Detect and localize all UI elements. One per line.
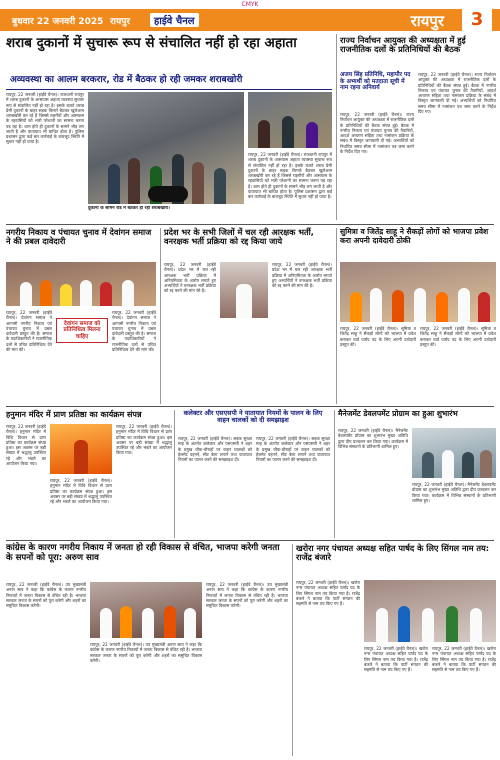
devangan-body-cont [112,310,156,402]
kharora-body [296,580,360,754]
kharora-photo [364,580,496,642]
temple-headline: हनुमान मंदिर में प्राण प्रतिष्ठा का कार्यक्रम संपन्न [6,410,142,419]
devangan-body-text: रायपुर, 22 जनवरी (हाईवे चैनल)। देवांगन समाज ने आगामी नगरीय निकाय एवं पंचायत चुनाव में प्रबल दावेदारी प्रस्तुत की है। समाज के पदाधिकारियों ने राजनीतिक दलों से उचित प्रतिनिधित्व देने की मांग की। [6,310,52,352]
lead-subhead: अव्यवस्था का आलम बरकरार, रोड में बैठकर हो रही जमकर शराबखोरी [6,72,332,90]
mdp-headline: मैनेजमेंट डेवलपमेंट प्रोग्राम का हुआ शुभारंभ [338,409,458,418]
cmyk-marker: CMYK [241,1,259,8]
lead-photo-2 [248,92,332,148]
election-subhead: अजय सिंह प्रतिनिधि, महापौर पद के अभ्यर्थी को मतदाता सूची में नाम रहना अनिवार्य [340,72,411,92]
temple-photo [50,424,112,474]
recruitment-headline: प्रदेश भर के सभी जिलों में चल रही आरक्षक भर्ती, वनरक्षक भर्ती प्रक्रिया को रद्द किया जाये [164,227,314,247]
bjp-joining-headline: सुमित्रा व जितेंद्र साहू ने सैकड़ों लोगों को भाजपा प्रवेश करा अपनी दावेदारी ठोकी [340,227,489,245]
devangan-body [6,310,52,402]
devangan-quote: देवांगन समाज को प्रतिनिधित्व मिलना चाहिए [56,318,108,343]
congress-body-cont-2-text: रायपुर, 22 जनवरी (हाईवे चैनल)। उप मुख्यमंत्री अरुण साव ने कहा कि कांग्रेस के कारण नगरीय निकायों में जनता विकास से वंचित रही है। भाजपा सरकार जनता के सपनों को पूरा करेगी और शहरों का समुचित विकास करेगी। [206,582,288,608]
temple-body [6,424,46,536]
congress-body-cont [90,642,202,754]
brand-logo: हाईवे चैनल [150,13,199,27]
temple-body-cont-2 [116,424,172,536]
kharora-body-cont-2 [432,646,496,754]
page-number: 3 [462,9,492,31]
traffic-headline: कलेक्टर और एसएसपी ने यातायात नियमों के पालन के लिए वाहन चालकों को दी समझाइश [183,409,323,425]
traffic-body-text: रायपुर, 22 जनवरी (हाईवे चैनल)। सड़क सुरक्षा माह के अंतर्गत कलेक्टर और एसएसपी ने शहर के प्रमुख चौक-चौराहों पर वाहन चालकों को हेलमेट पहनने, सीट बेल्ट लगाने तथा यातायात नियमों का पालन करने की समझाइश दी। [178,436,252,462]
edition-city: रायपुर [110,17,131,27]
mdp-body-cont [412,482,496,536]
traffic-body [178,436,252,536]
mdp-body-cont-text: रायपुर, 22 जनवरी (हाईवे चैनल)। मैनेजमेंट डेवलपमेंट प्रोग्राम का शुभारंभ मुख्य अतिथि द्वारा दीप प्रज्वलन कर किया गया। कार्यक्रम में विभिन्न संस्थानों के प्रतिभागी शामिल हुए। [412,482,496,503]
mdp-photo [412,428,496,478]
lead-photo [88,92,244,204]
devangan-body-cont-text: रायपुर, 22 जनवरी (हाईवे चैनल)। देवांगन समाज ने आगामी नगरीय निकाय एवं पंचायत चुनाव में प्रबल दावेदारी प्रस्तुत की है। समाज के पदाधिकारियों ने राजनीतिक दलों से उचित प्रतिनिधित्व देने की मांग की। [112,310,156,352]
traffic-body-cont-text: रायपुर, 22 जनवरी (हाईवे चैनल)। सड़क सुरक्षा माह के अंतर्गत कलेक्टर और एसएसपी ने शहर के प्रमुख चौक-चौराहों पर वाहन चालकों को हेलमेट पहनने, सीट बेल्ट लगाने तथा यातायात नियमों का पालन करने की समझाइश दी। [256,436,330,462]
section-title: रायपुर [410,12,444,30]
election-body-cont [418,72,496,220]
lead-body-cont-text: रायपुर, 22 जनवरी (हाईवे चैनल)। राजधानी रायपुर में शराब दुकानों के आसपास अहाता व्यवस्था सुचारू रूप से संचालित नहीं हो रहा है। इसके चलते शराब प्रेमी दुकानों के बाहर सड़क किनारे बैठकर खुलेआम शराबखोरी कर रहे हैं जिससे राहगीरों और आसपास के रहवासियों को भारी परेशानी का सामना करना पड़ रहा है। शाम होते ही दुकानों के सामने भीड़ लग जाती है और यातायात भी बाधित होता है। पुलिस प्रशासन द्वारा कई बार कार्रवाई के बावजूद स्थिति में सुधार नहीं हो पाया है। [248,152,332,199]
congress-body [6,582,86,754]
lead-headline: शराब दुकानों में सुचारू रूप से संचालित नहीं हो रहा अहाता [6,35,297,51]
masthead [0,9,500,31]
kharora-body-text: रायपुर, 22 जनवरी (हाईवे चैनल)। खरोरा नगर पंचायत अध्यक्ष सहित पार्षद पद के लिए सिंगल नाम तय किया गया है। राजेंद्र बंजारे ने बताया कि पार्टी संगठन की सहमति से नाम तय किए गए हैं। [296,580,360,606]
bjp-joining-body-cont [420,326,496,404]
recruitment-body-cont [272,262,332,404]
congress-photo [90,582,202,638]
temple-body-cont-text: रायपुर, 22 जनवरी (हाईवे चैनल)। हनुमान मंदिर में विधि विधान से प्राण प्रतिष्ठा का कार्यक्रम संपन्न हुआ। इस अवसर पर बड़ी संख्या में श्रद्धालु उपस्थित रहे और भंडारे का आयोजन किया गया। [50,478,112,504]
kharora-body-cont-text: रायपुर, 22 जनवरी (हाईवे चैनल)। खरोरा नगर पंचायत अध्यक्ष सहित पार्षद पद के लिए सिंगल नाम तय किया गया है। राजेंद्र बंजारे ने बताया कि पार्टी संगठन की सहमति से नाम तय किए गए हैं। [364,646,428,672]
temple-body-cont-2-text: रायपुर, 22 जनवरी (हाईवे चैनल)। हनुमान मंदिर में विधि विधान से प्राण प्रतिष्ठा का कार्यक्रम संपन्न हुआ। इस अवसर पर बड़ी संख्या में श्रद्धालु उपस्थित रहे और भंडारे का आयोजन किया गया। [116,424,172,456]
congress-body-text: रायपुर, 22 जनवरी (हाईवे चैनल)। उप मुख्यमंत्री अरुण साव ने कहा कि कांग्रेस के कारण नगरीय निकायों में जनता विकास से वंचित रही है। भाजपा सरकार जनता के सपनों को पूरा करेगी और शहरों का समुचित विकास करेगी। [6,582,86,608]
congress-headline: कांग्रेस के कारण नगरीय निकाय में जनता हो रही विकास से वंचित, भाजपा करेगी जनता के सपनों को पूरा: अरुण साव [6,543,280,563]
mdp-body-text: रायपुर, 22 जनवरी (हाईवे चैनल)। मैनेजमेंट डेवलपमेंट प्रोग्राम का शुभारंभ मुख्य अतिथि द्वारा दीप प्रज्वलन कर किया गया। कार्यक्रम में विभिन्न संस्थानों के प्रतिभागी शामिल हुए। [338,428,408,449]
lead-body [6,92,84,242]
congress-body-cont-2 [206,582,288,754]
lead-photo-caption: दुकानों के सामने रोड में बैठकर हो रही शराबखोरी। [88,206,170,211]
kharora-headline: खरोरा नगर पंचायत अध्यक्ष सहित पार्षद के लिए सिंगल नाम तय: राजेंद्र बंजारे [296,543,490,563]
recruitment-photo [220,262,268,318]
temple-body-text: रायपुर, 22 जनवरी (हाईवे चैनल)। हनुमान मंदिर में विधि विधान से प्राण प्रतिष्ठा का कार्यक्रम संपन्न हुआ। इस अवसर पर बड़ी संख्या में श्रद्धालु उपस्थित रहे और भंडारे का आयोजन किया गया। [6,424,46,466]
traffic-body-cont [256,436,330,536]
devangan-photo [6,262,156,306]
recruitment-body-text: रायपुर, 22 जनवरी (हाईवे चैनल)। प्रदेश भर में चल रही आरक्षक भर्ती प्रक्रिया में अनियमितता के आरोप लगाते हुए अभ्यर्थियों ने वनरक्षक भर्ती प्रक्रिया को रद्द करने की मांग की है। [164,262,216,294]
kharora-body-cont-2-text: रायपुर, 22 जनवरी (हाईवे चैनल)। खरोरा नगर पंचायत अध्यक्ष सहित पार्षद पद के लिए सिंगल नाम तय किया गया है। राजेंद्र बंजारे ने बताया कि पार्टी संगठन की सहमति से नाम तय किए गए हैं। [432,646,496,672]
bjp-joining-photo [340,262,496,322]
congress-body-cont-text: रायपुर, 22 जनवरी (हाईवे चैनल)। उप मुख्यमंत्री अरुण साव ने कहा कि कांग्रेस के कारण नगरीय निकायों में जनता विकास से वंचित रही है। भाजपा सरकार जनता के सपनों को पूरा करेगी और शहरों का समुचित विकास करेगी। [90,642,202,663]
election-body-cont-text: रायपुर, 22 जनवरी (हाईवे चैनल)। राज्य निर्वाचन आयुक्त की अध्यक्षता में राजनीतिक दलों के प्रतिनिधियों की बैठक संपन्न हुई। बैठक में नगरीय निकाय एवं पंचायत चुनाव की तैयारियों, आदर्श आचरण संहिता तथा नामांकन प्रक्रिया के संबंध में विस्तृत जानकारी दी गई। अभ्यर्थियों को निर्धारित समय सीमा में नामांकन पत्र जमा करने के निर्देश दिए गए। [418,72,496,114]
election-headline: राज्य निर्वाचन आयुक्त की अध्यक्षता में हुई राजनीतिक दलों के प्रतिनिधियों की बैठक [340,35,466,55]
recruitment-body [164,262,216,404]
election-body-text: रायपुर, 22 जनवरी (हाईवे चैनल)। राज्य निर्वाचन आयुक्त की अध्यक्षता में राजनीतिक दलों के प्रतिनिधियों की बैठक संपन्न हुई। बैठक में नगरीय निकाय एवं पंचायत चुनाव की तैयारियों, आदर्श आचरण संहिता तथा नामांकन प्रक्रिया के संबंध में विस्तृत जानकारी दी गई। अभ्यर्थियों को निर्धारित समय सीमा में नामांकन पत्र जमा करने के निर्देश दिए गए। [340,112,414,154]
devangan-headline: नगरीय निकाय व पंचायत चुनाव में देवांगन समाज ने की प्रबल दावेदारी [6,227,152,247]
recruitment-body-cont-text: रायपुर, 22 जनवरी (हाईवे चैनल)। प्रदेश भर में चल रही आरक्षक भर्ती प्रक्रिया में अनियमितता के आरोप लगाते हुए अभ्यर्थियों ने वनरक्षक भर्ती प्रक्रिया को रद्द करने की मांग की है। [272,262,332,288]
bjp-joining-body-text: रायपुर, 22 जनवरी (हाईवे चैनल)। सुमित्रा व जितेंद्र साहू ने सैकड़ों लोगों को भाजपा में प्रवेश कराकर वार्ड पार्षद पद के लिए अपनी दावेदारी प्रस्तुत की। [340,326,416,347]
kharora-body-cont [364,646,428,754]
issue-date: बुधवार 22 जनवरी 2025 [12,17,104,27]
mdp-body [338,428,408,536]
election-body [340,112,414,220]
lead-body-text: रायपुर, 22 जनवरी (हाईवे चैनल)। राजधानी रायपुर में शराब दुकानों के आसपास अहाता व्यवस्था सुचारू रूप से संचालित नहीं हो रहा है। इसके चलते शराब प्रेमी दुकानों के बाहर सड़क किनारे बैठकर खुलेआम शराबखोरी कर रहे हैं जिससे राहगीरों और आसपास के रहवासियों को भारी परेशानी का सामना करना पड़ रहा है। शाम होते ही दुकानों के सामने भीड़ लग जाती है और यातायात भी बाधित होता है। पुलिस प्रशासन द्वारा कई बार कार्रवाई के बावजूद स्थिति में सुधार नहीं हो पाया है। [6,92,84,145]
temple-body-cont [50,478,112,536]
bjp-joining-body-cont-text: रायपुर, 22 जनवरी (हाईवे चैनल)। सुमित्रा व जितेंद्र साहू ने सैकड़ों लोगों को भाजपा में प्रवेश कराकर वार्ड पार्षद पद के लिए अपनी दावेदारी प्रस्तुत की। [420,326,496,347]
bjp-joining-body [340,326,416,404]
